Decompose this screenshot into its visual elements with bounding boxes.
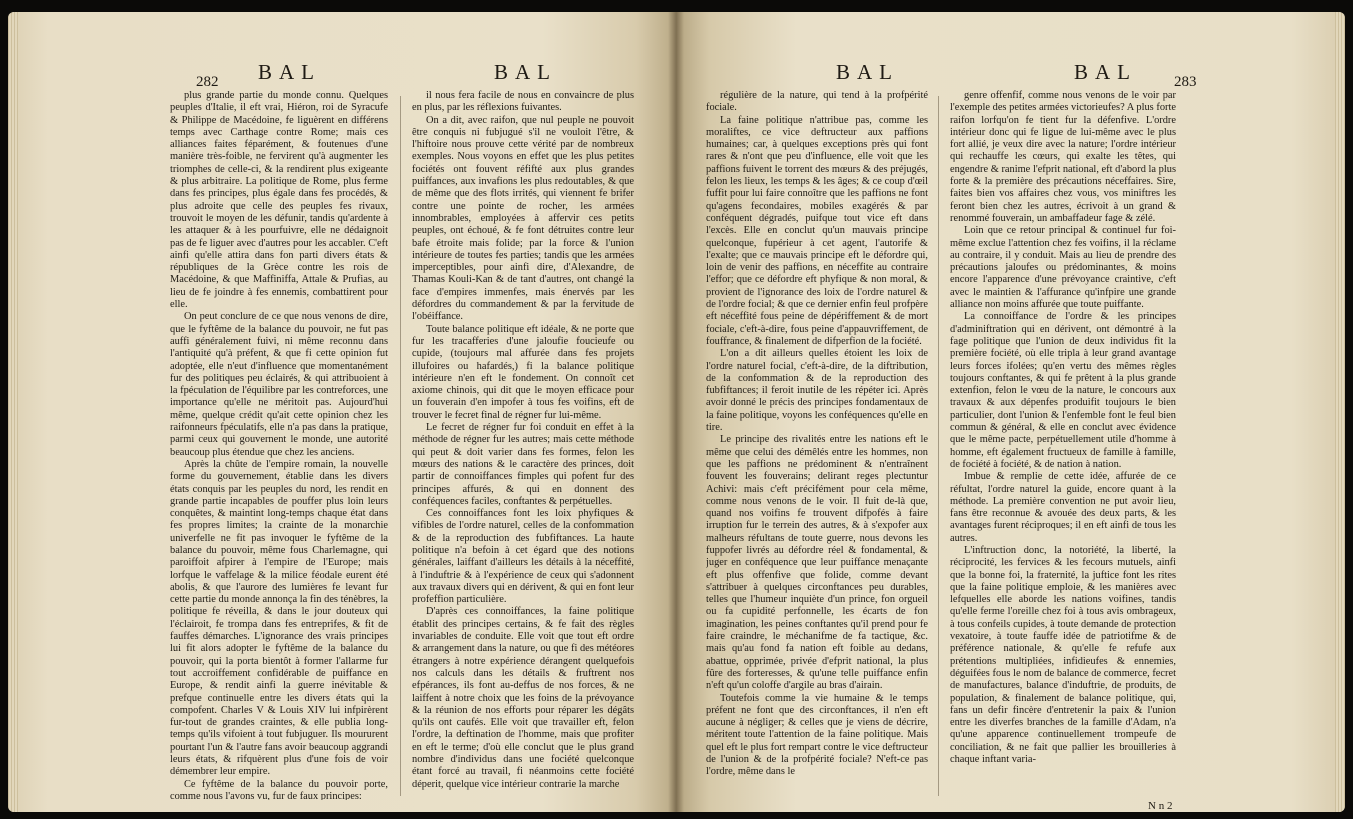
right-page-header [676,54,1345,90]
paragraph: Imbue & remplie de cette idée, affurée de ce réfultat, l'ordre naturel la guide, encore quant à la méthode. La première convention ne put avoir lieu, fans être reconnue & avouée des deux parts, & les avantages furent réciproques; il en eft ainfi de tous les autres. [950,471,1176,544]
left-page-header [8,54,676,90]
running-head: BAL [836,60,899,84]
paragraph: Ces connoiffances font les loix phyfiques & vifibles de l'ordre naturel, celles de la confommation & de la reproduction des fubfiftances. La haute politique n'a befoin à cet égard que des notions générales, laiffant d'ailleurs les détails à la néceffité, à l'induftrie & à l'expérience de ceux qui s'adonnent aux travaux divers qui en dérivent, & qui en font leur profeffion particulière. [412,508,634,606]
paragraph: On peut conclure de ce que nous venons de dire, que le fyftême de la balance du pouvoir, ne fut pas auffi généralement fuivi, ni même reconnu dans l'antiquité qu'à préfent, & que fi cette opinion fut adoptée, elle n'eut d'influence que momentanément fur des politiques peu éclairés, & qui attribuoient à la fpéculation de l'équilibre par les contreforces, une importance qu'elle ne méritoit pas. Aujourd'hui même, quelque crédit qu'ait cette opinion chez les raifonneurs fpéculatifs, elle n'a pas dans la pratique, parmi ceux qui gouvernent le monde, une autorité beaucoup plus étendue que chez les anciens. [170,311,388,458]
signature-mark: N n 2 [1148,800,1173,812]
page-number: 283 [1174,74,1197,90]
page-edge [1335,12,1345,812]
right-page [676,12,1345,812]
text-column [706,90,928,800]
paragraph: Après la chûte de l'empire romain, la nouvelle forme du gouvernement, établie dans les divers états conquis par les peuples du nord, les rendit en grande partie incapables de pouffer plus loin leurs conquêtes, & maintint long-temps chaque état dans fes propres limites; la crainte de la monarchie univerfelle ne fit pas invoquer le fyftême de la balance du pouvoir, même fous Charlemagne, qui paroiffoit afpirer à l'empire de l'Europe; mais lorfque le vaffelage & la milice féodale eurent été abolis, & que l'aurore des lumières fe levant fur cette partie du monde annonça la fin des ténèbres, la politique fe réveilla, & dans le jour douteux qui l'éclairoit, fe trompa dans fes entreprifes, & fit de fauffes démarches. L'ignorance des vrais principes lui fit alors adopter le fyftême de la balance du pouvoir, qui la porta bientôt à former l'allarme fur tout accroiffement confidérable de puiffance en Europe, & rendit ainfi la guerre inévitable & prefque continuelle entre les divers états qui la compofent. Charles V & Louis XIV lui infpirèrent fur-tout de grandes craintes, & elle publia long-temps qu'ils vifoient à tout fubjuguer. Ils moururent pourtant l'un & l'autre fans avoir beaucoup aggrandi leurs états, & rifquèrent plus d'une fois de voir démembrer leur empire. [170,458,388,778]
paragraph: régulière de la nature, qui tend à la profpérité fociale. [706,90,928,114]
paragraph: On a dit, avec raifon, que nul peuple ne pouvoit être conquis ni fubjugué s'il ne vouloit l'être, & l'hiftoire nous prouve cette vérité par de nombreux exemples. Nous voyons en effet que les plus petites fociétés ont fouvent réfifté aux plus grandes puiffances, aux invafions les plus redoutables, & que de même que des flots irrités, qui viennent fe brifer contre une pointe de rocher, les armées innombrables, employées à affervir ces petits peuples, ont échoué, & fe font détruites contre leur bafe étroite mais folide; par la force & l'union intérieure de toutes fes parties; tandis que les armées imperceptibles, pour ainfi dire, d'Alexandre, de Thamas Kouli-Kan & de tant d'autres, ont changé la face d'empires immenfes, mais énervés par les défordres du commandement & par la fervitude de l'obéiffance. [412,114,634,323]
page-edge [8,12,18,812]
paragraph: Loin que ce retour principal & continuel fur foi-même exclue l'attention chez fes voifins, il la réclame au contraire, il y conduit. Mais au lieu de prendre des précautions jaloufes ou prédominantes, & moins encore l'apparence d'une prévoyance craintive, c'eft avec le maintien & l'affurance qu'infpire une grande alliance non moins affurée que toute puiffante. [950,225,1176,311]
paragraph: L'inftruction donc, la notoriété, la liberté, la réciprocité, les fervices & les fecours mutuels, ainfi que la bonne foi, la fraternité, la juftice font les rites que la faine politique emploie, & les manières avec lefquelles elle aborde les nations voifines, tandis qu'elle ferme l'oreille chez foi à tous avis ombrageux, à tous confeils cupides, à toute demande de protection vexatoire, à toute fauffe idée de patriotifme & de préférence nationale, & qu'elle fe refufe aux prétentions multipliées, infidieufes & ennemies, déguifées fous le nom de balance de commerce, fecret de manufactures, balance d'induftrie, de produits, de population, & finalement de balance politique, qui, fans un defir fincère d'entretenir la paix & l'union entre les diverfes branches de la famille d'Adam, n'a qu'une apparence continuellement trompeufe de conciliation, & ne fait que pallier les brouilleries à chaque inftant varia- [950,544,1176,766]
running-head: BAL [1074,60,1137,84]
column-rule [400,96,401,796]
paragraph: plus grande partie du monde connu. Quelques peuples d'Italie, il eft vrai, Hiéron, roi de Syracufe & Philippe de Macédoine, fe liguèrent en différens temps avec Carthage contre Rome; mais ces alliances faites féparément, & foutenues d'une manière très-foible, ne fervirent qu'à augmenter les triomphes de celle-ci, & la rendirent plus exigeante & plus arbitraire. La politique de Rome, plus ferme dans fes principes, plus égale dans fes procédés, & plus adroite que celle des peuples fes rivaux, trouvoit le moyen de les défunir, tandis qu'ardente à les attaquer & à les pourfuivre, elle ne dédaignoit pas de fe liguer avec d'autres pour les accabler. C'eft ainfi qu'elle attira dans fon parti divers états & républiques de la Grèce contre les rois de Macédoine, & que Maffiniffa, Attale & Prufias, au lieu de fe joindre à fes ennemis, combattirent pour elle. [170,90,388,311]
paragraph: Le fecret de régner fur foi conduit en effet à la méthode de régner fur les autres; mais cette méthode qui peut & doit varier dans fes formes, felon les mœurs des nations & le caractère des princes, doit partir de connoiffances fimples qui pofent fur des principes affurés, & qui en donnent des conféquences faciles, conftantes & perpétuelles. [412,422,634,507]
open-book [8,12,1345,812]
paragraph: Ce fyftême de la balance du pouvoir porte, comme nous l'avons vu, fur de faux principes: [170,778,388,800]
paragraph: L'on a dit ailleurs quelles étoient les loix de l'ordre naturel focial, c'eft-à-dire, de la diftribution, de la confommation & de la reproduction des fubfiftances; il feroit inutile de les répéter ici. Après avoir donné le précis des principes fondamentaux de la faine politique, voyons les conféquences qu'elle en tire. [706,348,928,434]
text-column [950,90,1176,800]
text-column [170,90,388,800]
left-page [8,12,676,812]
book-gutter [668,12,684,812]
paragraph: Le principe des rivalités entre les nations eft le même que celui des démêlés entre les hommes, non que les paffions ne prédominent & n'entraînent fouvent les fouverains; delirant reges plectuntur Achivi: mais c'eft précifément pour cela même, comme nous venons de le voir. Il fuit de-là que, quand nos voifins fe trouvent difpofés à faire irruption fur le terrein des autres, & à s'expofer aux malheurs réfultans de toute guerre, nous devons les fuppofer livrés au défordre réel & fondamental, & juger en conféquence que leur puiffance menaçante eft plus offenfive que folide, comme devant s'attribuer à quelques circonftances peu durables, telles que l'humeur inquiète d'un prince, fon orgueil ou fa cupidité perfonnelle, les écarts de fon imagination, les peines conftantes qu'il prend pour fe faire craindre, le méchanifme de fa tactique, &c. mais qu'au fond fa nation eft foible au dedans, abattue, opprimée, privée d'efprit national, la plus fûre des forteresses, & qu'une telle puiffance enfin n'eft qu'un coloffe d'argile au bras d'airain. [706,434,928,692]
paragraph: D'après ces connoiffances, la faine politique établit des principes certains, & fe fait des règles invariables de conduite. Elle voit que tout eft ordre & arrangement dans la nature, ou que fi des météores étrangers à notre expérience dérangent quelquefois nos calculs dans les détails & fruftrent nos efpérances, ils font au-deffus de nos forces, & ne laiffent à notre choix que les foins de la prévoyance & la réunion de nos efforts pour réparer les dégâts qu'ils ont caufés. Elle voit que travailler eft, felon l'ordre, la deftination de l'homme, mais que profiter en eft le terme; d'où elle conclut que le plus grand nombre d'individus dans une fociété quelconque étant forcé au travail, fi néanmoins cette fociété déperit, quelque vice intérieur contrarie la marche [412,606,634,790]
paragraph: il nous fera facile de nous en convaincre de plus en plus, par les réflexions fuivantes. [412,90,634,114]
paragraph: Toute balance politique eft idéale, & ne porte que fur les tracafferies d'une jaloufie foucieufe ou cupide, (toujours mal affurée dans fes projets illufoires ou hafardés,) fi la balance politique intérieure n'en eft le fondement. On connoît cet axiome chinois, qui dit que le moyen efficace pour un fouverain d'en impofer à tous fes voifins, eft de trouver le fecret final de régner fur lui-même. [412,323,634,421]
text-column [412,90,634,800]
column-rule [938,96,939,796]
paragraph: Toutefois comme la vie humaine & le temps préfent ne font que des circonftances, il n'en eft aucune à négliger; & celles que je viens de décrire, méritent toute l'attention de la faine politique. Mais quel eft le plus fort rempart contre le vice deftructeur de l'union & de la profpérité fociale? N'eft-ce pas l'ordre, même dans le [706,692,928,778]
paragraph: La connoiffance de l'ordre & les principes d'adminiftration qui en dérivent, ont démontré à la fage politique que l'union de deux individus fit la première fociété, où elle tripla à leur grand avantage leurs forces ifolées; qu'en vertu des mêmes règles toujours conftantes, & qui fe prêtent à la plus grande extenfion, felon le vœu de la nature, le concours aux travaux & aux dépenfes produifit toujours le bien particulier, dont l'union & l'enfemble font le feul bien commun & général, & elle en conclut avec évidence que le même pacte, perpétuellement utile d'homme à homme, eft également fructueux de famille à famille, de fociété à fociété, & de nation à nation. [950,311,1176,470]
running-head: BAL [494,60,557,84]
running-head: BAL [258,60,321,84]
paragraph: La faine politique n'attribue pas, comme les moraliftes, ce vice deftructeur aux paffions humaines; car, à quelques exceptions près qui font rares & n'ont que peu d'influence, elle voit que les paffions fuivent le torrent des mœurs & des préjugés, felon les lieux, les temps & les âges; & ce coup d'œil fuffit pour lui faire connoître que les paffions ne font qu'agens fecondaires, mobiles exagérés & par conféquent dégradés, puifque tout vice eft dans l'excès. Elle en conclut qu'un mauvais principe quelconque, fupérieur à cet agent, l'autorife & l'exalte; que ce mauvais principe eft le défordre qui, loin de venir des paffions, en néceffite au contraire l'effor; que ce défordre eft phyfique & non moral, & provient de l'ignorance des loix de l'ordre naturel & de l'ordre focial; & que ce dernier enfin feul profpère eft néceffité fous peine de dépériffement & de mort fociale, c'eft-à-dire, fous peine d'appauvriffement, de fouffrance, & finalement de difperfion de la fociété. [706,114,928,347]
page-number: 282 [196,74,219,90]
paragraph: genre offenfif, comme nous venons de le voir par l'exemple des petites armées victorieufes? A plus forte raifon lorfqu'on fe tient fur la défenfive. L'ordre intérieur donc qui fe ligue de lui-même avec le plus fort allié, je veux dire avec la nature; l'ordre intérieur qui rechauffe les cœurs, qui exalte les têtes, qui engendre & ranime l'efprit national, eft d'abord la plus forte & la première des précautions néceffaires. Sire, faites bien vos affaires chez vous, vos miniftres les feront bien chez les autres, écrivoit à un grand & renommé fouverain, un ambaffadeur fage & zélé. [950,90,1176,224]
